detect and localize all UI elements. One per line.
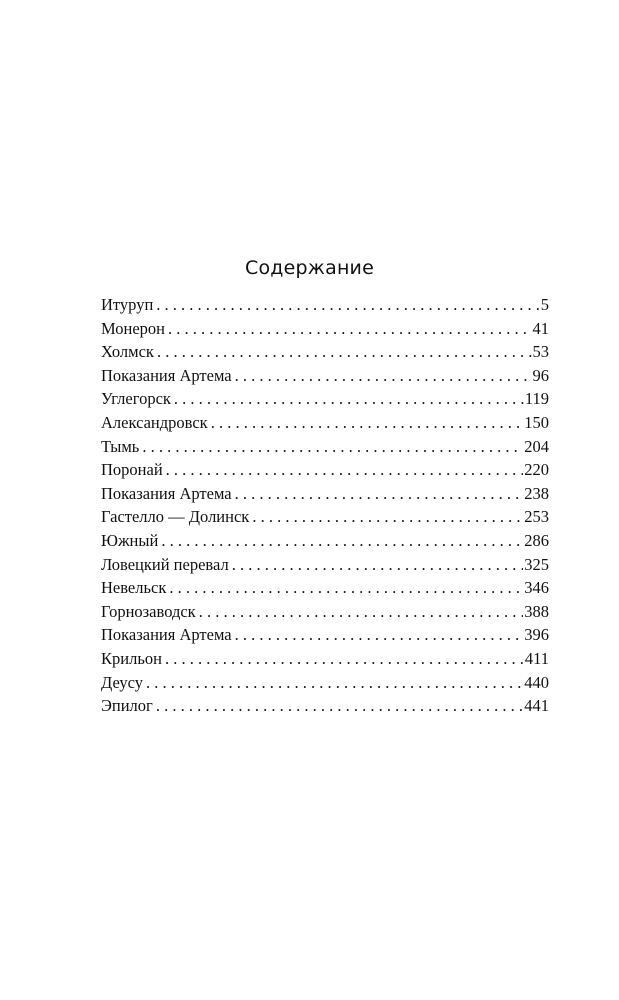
dot-leader [157,340,532,364]
toc-entry [101,671,549,695]
toc-entry-label: Александровск [101,412,208,432]
toc-title: Содержание [245,257,374,279]
toc-entry-label: Гастелло — Долинск [101,507,250,527]
toc-entry-page: 41 [532,318,549,338]
dot-leader [156,293,539,317]
toc-entry [101,623,549,647]
toc-entry [101,435,549,459]
toc-entry-label: Поронай [101,460,163,480]
toc-entry-label: Крильон [101,648,162,668]
toc-entry [101,364,549,388]
toc-entry-page: 238 [524,483,549,503]
toc-entry-page: 388 [524,601,549,621]
table-of-contents [101,293,549,718]
dot-leader [161,529,523,553]
toc-entry-label: Южный [101,530,159,550]
dot-leader [142,435,523,459]
toc-entry [101,553,549,577]
toc-entry-label: Ловецкий перевал [101,554,229,574]
toc-entry-page: 286 [524,530,549,550]
dot-leader [235,623,524,647]
dot-leader [199,600,524,624]
dot-leader [252,505,523,529]
toc-entry-page: 5 [540,295,549,314]
dot-leader [165,647,524,671]
dot-leader [169,576,523,600]
toc-entry [101,482,549,506]
toc-entry-page: 253 [524,507,549,527]
dot-leader [168,317,532,341]
toc-entry-page: 396 [524,625,549,645]
toc-entry-page: 204 [524,436,549,456]
toc-entry [101,458,549,482]
dot-leader [211,411,524,435]
toc-entry [101,505,549,529]
toc-entry-label: Деусу [101,672,143,692]
toc-entry-page: 441 [524,696,549,716]
toc-entry [101,411,549,435]
toc-entry-label: Горнозаводск [101,601,196,621]
dot-leader [174,387,524,411]
toc-entry-label: Монерон [101,318,165,338]
toc-entry-label: Показания Артема [101,365,232,385]
toc-entry [101,600,549,624]
toc-entry-page: 440 [524,672,549,692]
toc-entry-page: 325 [524,554,549,574]
toc-entry [101,340,549,364]
dot-leader [235,364,532,388]
toc-entry-label: Холмск [101,342,154,362]
dot-leader [156,694,523,718]
dot-leader [232,553,524,577]
toc-entry-label: Эпилог [101,696,153,716]
toc-entry [101,529,549,553]
toc-entry-page: 96 [532,365,549,385]
dot-leader [166,458,524,482]
toc-entry [101,647,549,671]
dot-leader [146,671,523,695]
toc-entry [101,293,549,317]
toc-entry-page: 119 [524,389,549,409]
toc-entry-label: Итуруп [101,295,154,314]
toc-entry-page: 411 [524,648,549,668]
toc-entry-label: Показания Артема [101,483,232,503]
toc-entry-label: Углегорск [101,389,171,409]
toc-entry-label: Тымь [101,436,140,456]
toc-entry [101,576,549,600]
toc-entry [101,694,549,718]
toc-entry-page: 150 [524,412,549,432]
toc-entry [101,317,549,341]
toc-entry-label: Показания Артема [101,625,232,645]
toc-entry-label: Невельск [101,578,167,598]
dot-leader [235,482,524,506]
toc-entry-page: 346 [524,578,549,598]
toc-entry-page: 53 [532,342,549,362]
toc-entry-page: 220 [524,460,549,480]
toc-entry [101,387,549,411]
